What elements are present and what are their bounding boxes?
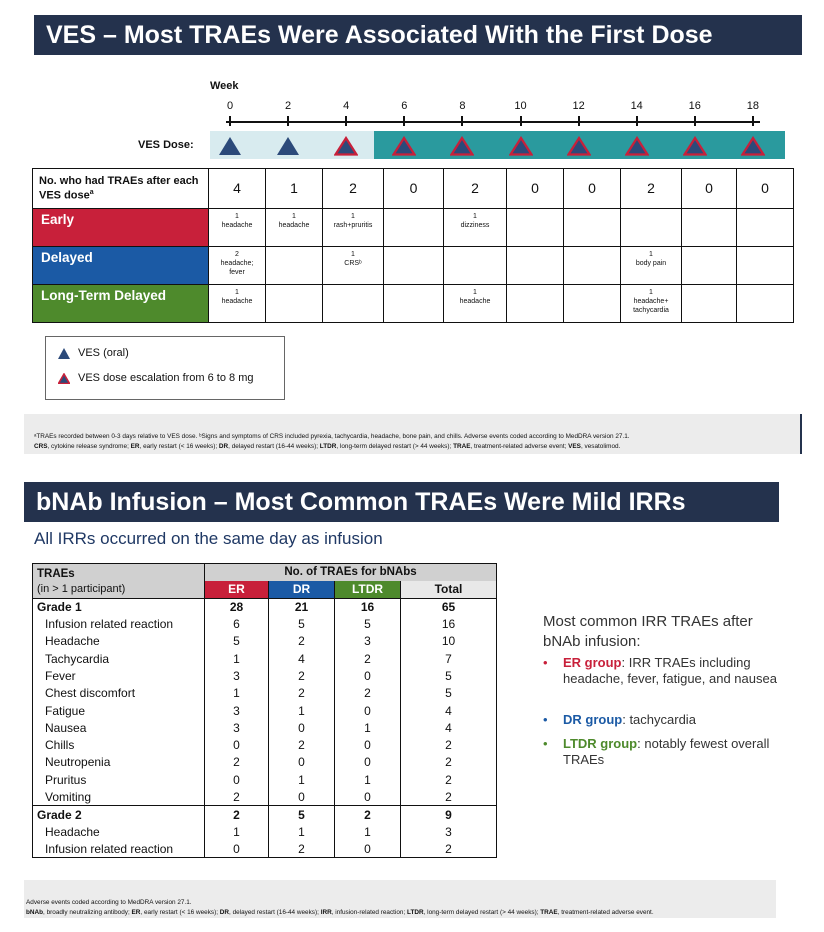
week-tick — [403, 116, 405, 126]
week-tick-label: 0 — [226, 100, 234, 112]
trae-count: 1 — [269, 771, 335, 788]
ves-dose-label: VES Dose: — [138, 139, 194, 151]
trae-timing-row — [33, 209, 794, 247]
trae-event-cell — [323, 209, 384, 247]
trae-count: 28 — [205, 598, 269, 615]
trae-count: 0 — [269, 754, 335, 771]
trae-row — [33, 719, 497, 736]
irr-summary-bullet — [543, 736, 783, 769]
bullet-text: : IRR TRAEs including headache, fever, fatigue, and nausea — [563, 655, 777, 687]
trae-event-text: 1 — [649, 289, 653, 296]
dose-triangle-icon — [218, 136, 242, 156]
bnab-head-row-1 — [33, 564, 497, 581]
trae-event-cell — [682, 209, 737, 247]
trae-count: 0 — [335, 667, 401, 684]
trae-timing-label: Long-Term Delayed — [33, 285, 209, 323]
trae-count: 16 — [335, 598, 401, 615]
trae-event-text: 1 — [235, 213, 239, 220]
trae-event-cell — [266, 285, 323, 323]
trae-row — [33, 667, 497, 684]
escalation-dose-triangle-icon — [741, 136, 765, 156]
abbreviation-definition: , infusion-related reaction; — [331, 908, 408, 916]
trae-count: 3 — [205, 667, 269, 684]
abbreviation-term: IRR — [320, 908, 332, 916]
trae-count: 6 — [205, 615, 269, 632]
grade-label: Grade 2 — [33, 806, 205, 823]
abbreviation-term: bNAb — [26, 908, 44, 916]
trae-count: 10 — [401, 633, 497, 650]
trae-timing-label: Early — [33, 209, 209, 247]
week-tick — [345, 116, 347, 126]
week-tick — [287, 116, 289, 126]
bullet-dot-icon: • — [543, 655, 548, 670]
trae-label: Neutropenia — [33, 754, 205, 771]
trae-event-cell — [507, 247, 564, 285]
abbreviation-term: TRAE — [540, 908, 558, 916]
trae-row — [33, 840, 497, 857]
trae-count: 0 — [205, 771, 269, 788]
trae-count: 4 — [401, 719, 497, 736]
week-tick — [636, 116, 638, 126]
trae-event-cell — [444, 209, 507, 247]
trae-count: 2 — [269, 633, 335, 650]
abbreviation-term: VES — [568, 442, 581, 450]
escalation-dose-triangle-icon — [683, 136, 707, 156]
abbreviation-definition: , treatment-related adverse event. — [557, 908, 654, 916]
week-tick — [578, 116, 580, 126]
week-tick-label: 2 — [285, 100, 292, 112]
abbreviation-term: DR — [219, 908, 230, 916]
abbreviation-definition: , long-term delayed restart (> 44 weeks); — [336, 442, 454, 450]
trae-event-text: body pain — [635, 259, 667, 267]
trae-label: Headache — [33, 823, 205, 840]
bnab-section-title: bNAb Infusion – Most Common TRAEs Were Mild IRRs — [24, 482, 779, 522]
trae-count: 0 — [269, 788, 335, 805]
trae-event-text: 1 — [351, 213, 355, 220]
abbreviation-definition: , early restart (< 16 weeks); — [139, 442, 219, 450]
trae-count: 4 — [269, 650, 335, 667]
abbreviation-definition: , broadly neutralizing antibody; — [43, 908, 132, 916]
trae-event-text: headache+ — [633, 297, 669, 305]
trae-event-text: 1 — [649, 251, 653, 258]
trae-event-text: headache; — [220, 259, 254, 267]
ves-section-title: VES – Most TRAEs Were Associated With the First Dose — [34, 15, 802, 55]
bnab-trae-table — [32, 563, 497, 858]
ves-legend — [45, 336, 285, 400]
bullet-group-name: DR group — [563, 712, 623, 727]
trae-count: 16 — [401, 615, 497, 632]
week-tick-label: 10 — [514, 100, 527, 112]
bnab-footnote-abbreviations — [26, 908, 768, 918]
trae-event-cell — [507, 209, 564, 247]
bnab-head-row-2 — [33, 581, 497, 598]
ves-trae-schedule-table — [32, 168, 794, 323]
bnab-group-label: LTDR — [335, 581, 401, 598]
trae-count-cell: 2 — [444, 169, 507, 209]
trae-event-cell — [444, 247, 507, 285]
trae-event-cell — [564, 247, 621, 285]
trae-count: 0 — [335, 702, 401, 719]
trae-event-text: 1 — [473, 213, 477, 220]
trae-count: 0 — [205, 840, 269, 857]
trae-event-cell — [682, 285, 737, 323]
ves-footnote-abbreviations — [34, 442, 792, 452]
trae-event-text: 1 — [235, 289, 239, 296]
trae-count: 2 — [269, 840, 335, 857]
trae-count-header: No. who had TRAEs after each VES dose$^a$ — [33, 169, 209, 209]
ves-footnote-line1: ᵃTRAEs recorded between 0-3 days relative to VES dose. ᵇSigns and symptoms of CRS included pyrexia, tachycardia, headache, bone pain, and chills. Adverse events coded according to MedDRA version 27.1. — [34, 433, 630, 440]
escalation-dose-triangle-icon — [625, 136, 649, 156]
trae-label: Nausea — [33, 719, 205, 736]
trae-count: 0 — [335, 754, 401, 771]
trae-event-text: fever — [229, 268, 245, 276]
trae-event-cell — [209, 247, 266, 285]
bnab-group-label: ER — [205, 581, 269, 598]
trae-timing-row — [33, 285, 794, 323]
trae-count-cell: 1 — [266, 169, 323, 209]
abbreviation-term: LTDR — [319, 442, 337, 450]
trae-count: 2 — [205, 754, 269, 771]
trae-row — [33, 788, 497, 805]
trae-count: 5 — [205, 633, 269, 650]
trae-timing-label: Delayed — [33, 247, 209, 285]
trae-count: 1 — [205, 823, 269, 840]
trae-count: 2 — [269, 685, 335, 702]
trae-label: Headache — [33, 633, 205, 650]
trae-count: 0 — [205, 736, 269, 753]
trae-count: 5 — [401, 667, 497, 684]
trae-event-cell — [384, 247, 444, 285]
trae-event-cell — [266, 209, 323, 247]
trae-count: 0 — [335, 788, 401, 805]
trae-count: 5 — [335, 615, 401, 632]
week-tick-label: 6 — [401, 100, 408, 112]
trae-count: 4 — [401, 702, 497, 719]
trae-count: 1 — [205, 685, 269, 702]
escalation-dose-triangle-icon — [567, 136, 591, 156]
trae-event-text: headache — [221, 297, 253, 305]
trae-count: 5 — [401, 685, 497, 702]
trae-event-text: headache — [278, 221, 310, 229]
week-axis-label: Week — [210, 80, 239, 92]
trae-event-text: rash+pruritis — [333, 221, 373, 229]
escalation-dose-triangle-icon — [334, 136, 358, 156]
escalation-dose-triangle-icon — [450, 136, 474, 156]
bnab-group-header: No. of TRAEs for bNAbs — [205, 564, 497, 581]
trae-event-cell — [737, 285, 794, 323]
week-tick-label: 4 — [343, 100, 350, 112]
trae-count: 1 — [335, 823, 401, 840]
abbreviation-definition: , vesatolimod. — [580, 442, 621, 450]
trae-count: 1 — [335, 771, 401, 788]
trae-count: 2 — [401, 771, 497, 788]
trae-count-cell: 0 — [737, 169, 794, 209]
trae-count-cell: 2 — [323, 169, 384, 209]
trae-count: 9 — [401, 806, 497, 823]
bullet-group-name: LTDR group — [563, 736, 638, 751]
abbreviation-definition: , treatment-related adverse event; — [470, 442, 569, 450]
abbreviation-term: CRS — [34, 442, 48, 450]
trae-count: 2 — [205, 788, 269, 805]
abbreviation-definition: , cytokine release syndrome; — [47, 442, 131, 450]
legend-escalation-label: VES dose escalation from 6 to 8 mg — [78, 372, 254, 384]
traes-column-header: TRAEs — [33, 564, 205, 581]
abbreviation-term: ER — [131, 908, 141, 916]
week-tick-label: 16 — [688, 100, 701, 112]
trae-label: Chest discomfort — [33, 685, 205, 702]
trae-count: 5 — [269, 615, 335, 632]
trae-count: 1 — [269, 702, 335, 719]
trae-count: 2 — [335, 650, 401, 667]
bnab-group-label: DR — [269, 581, 335, 598]
trae-row — [33, 702, 497, 719]
trae-count: 1 — [269, 823, 335, 840]
trae-count: 2 — [335, 685, 401, 702]
week-axis-line — [226, 121, 760, 123]
trae-count: 2 — [269, 736, 335, 753]
trae-event-cell — [266, 247, 323, 285]
trae-event-cell — [209, 285, 266, 323]
week-tick — [461, 116, 463, 126]
trae-count-cell: 0 — [507, 169, 564, 209]
week-tick-label: 12 — [572, 100, 585, 112]
triangle-icon — [58, 348, 70, 359]
trae-count: 3 — [401, 823, 497, 840]
trae-row — [33, 650, 497, 667]
trae-count-cell: 0 — [564, 169, 621, 209]
trae-count: 2 — [401, 736, 497, 753]
trae-event-text: CRSᵇ — [344, 259, 362, 267]
trae-event-cell — [384, 285, 444, 323]
abbreviation-definition: , delayed restart (16-44 weeks); — [229, 908, 321, 916]
trae-count-cell: 2 — [621, 169, 682, 209]
bullet-group-name: ER group — [563, 655, 622, 670]
trae-event-cell — [209, 209, 266, 247]
trae-count: 1 — [205, 650, 269, 667]
week-tick — [520, 116, 522, 126]
abbreviation-term: ER — [130, 442, 140, 450]
traes-column-subheader: (in > 1 participant) — [33, 581, 205, 598]
trae-event-cell — [384, 209, 444, 247]
trae-event-cell — [564, 285, 621, 323]
trae-row — [33, 633, 497, 650]
trae-count: 0 — [335, 736, 401, 753]
trae-row — [33, 823, 497, 840]
trae-count-cell: 4 — [209, 169, 266, 209]
trae-count: 7 — [401, 650, 497, 667]
grade-row — [33, 806, 497, 823]
trae-label: Chills — [33, 736, 205, 753]
bullet-dot-icon: • — [543, 712, 548, 727]
abbreviation-term: TRAE — [453, 442, 471, 450]
trae-event-cell — [323, 285, 384, 323]
bullet-text: : tachycardia — [622, 712, 696, 727]
trae-row — [33, 754, 497, 771]
trae-label: Vomiting — [33, 788, 205, 805]
trae-count: 0 — [335, 840, 401, 857]
trae-event-text: 2 — [235, 251, 239, 258]
dose-triangle-icon — [276, 136, 300, 156]
abbreviation-term: DR — [218, 442, 229, 450]
trae-count: 2 — [401, 754, 497, 771]
trae-count-cell: 0 — [384, 169, 444, 209]
trae-count: 2 — [335, 806, 401, 823]
trae-count: 3 — [205, 719, 269, 736]
trae-label: Infusion related reaction — [33, 840, 205, 857]
week-tick — [752, 116, 754, 126]
trae-event-text: 1 — [351, 251, 355, 258]
week-tick-label: 18 — [746, 100, 760, 112]
legend-item-escalation — [58, 372, 253, 384]
trae-row — [33, 685, 497, 702]
ves-footnote — [24, 414, 802, 454]
trae-count: 3 — [205, 702, 269, 719]
trae-label: Tachycardia — [33, 650, 205, 667]
irr-summary-bullet — [543, 712, 783, 728]
trae-row — [33, 615, 497, 632]
bullet-text: : notably fewest overall TRAEs — [563, 736, 770, 768]
trae-event-cell — [323, 247, 384, 285]
escalation-dose-triangle-icon — [509, 136, 533, 156]
trae-event-text: tachycardia — [633, 306, 669, 314]
trae-event-text: headache — [221, 221, 253, 229]
legend-oral-label: VES (oral) — [78, 347, 129, 359]
abbreviation-term: LTDR — [407, 908, 424, 916]
trae-label: Fatigue — [33, 702, 205, 719]
trae-event-cell — [507, 285, 564, 323]
trae-label: Pruritus — [33, 771, 205, 788]
trae-row — [33, 771, 497, 788]
trae-count-cell: 0 — [682, 169, 737, 209]
trae-event-cell — [737, 209, 794, 247]
abbreviation-definition: , early restart (< 16 weeks); — [140, 908, 220, 916]
trae-label: Fever — [33, 667, 205, 684]
trae-event-text: dizziness — [460, 221, 490, 229]
legend-item-oral — [58, 347, 129, 359]
triangle-outlined-icon — [58, 373, 70, 384]
week-tick — [694, 116, 696, 126]
trae-timing-row — [33, 247, 794, 285]
trae-event-cell — [737, 247, 794, 285]
trae-count: 2 — [401, 840, 497, 857]
trae-event-cell — [621, 209, 682, 247]
trae-count: 2 — [269, 667, 335, 684]
bullet-dot-icon: • — [543, 736, 548, 751]
week-tick-label: 14 — [630, 100, 643, 112]
week-tick-label: 8 — [459, 100, 466, 112]
trae-event-text: 1 — [292, 213, 296, 220]
grade-row — [33, 598, 497, 615]
trae-event-text: headache — [459, 297, 491, 305]
trae-count: 1 — [335, 719, 401, 736]
trae-event-cell — [682, 247, 737, 285]
bnab-subtitle: All IRRs occurred on the same day as infusion — [34, 529, 383, 548]
trae-count: 21 — [269, 598, 335, 615]
trae-count-row — [33, 169, 794, 209]
trae-count: 2 — [401, 788, 497, 805]
trae-count: 5 — [269, 806, 335, 823]
bnab-group-label: Total — [401, 581, 497, 598]
abbreviation-definition: , long-term delayed restart (> 44 weeks); — [423, 908, 541, 916]
abbreviation-definition: , delayed restart (16-44 weeks); — [228, 442, 320, 450]
irr-summary-heading: Most common IRR TRAEs after bNAb infusion: — [543, 613, 753, 650]
week-tick — [229, 116, 231, 126]
trae-event-cell — [444, 285, 507, 323]
trae-event-text: 1 — [473, 289, 477, 296]
trae-count: 2 — [205, 806, 269, 823]
trae-count: 3 — [335, 633, 401, 650]
escalation-dose-triangle-icon — [392, 136, 416, 156]
irr-summary-bullet — [543, 655, 783, 688]
bnab-footnote-line1: Adverse events coded according to MedDRA version 27.1. — [26, 899, 192, 906]
grade-label: Grade 1 — [33, 598, 205, 615]
trae-event-cell — [621, 285, 682, 323]
trae-row — [33, 736, 497, 753]
trae-event-cell — [621, 247, 682, 285]
trae-event-cell — [564, 209, 621, 247]
trae-count: 0 — [269, 719, 335, 736]
trae-count: 65 — [401, 598, 497, 615]
bnab-footnote — [24, 880, 776, 918]
trae-label: Infusion related reaction — [33, 615, 205, 632]
